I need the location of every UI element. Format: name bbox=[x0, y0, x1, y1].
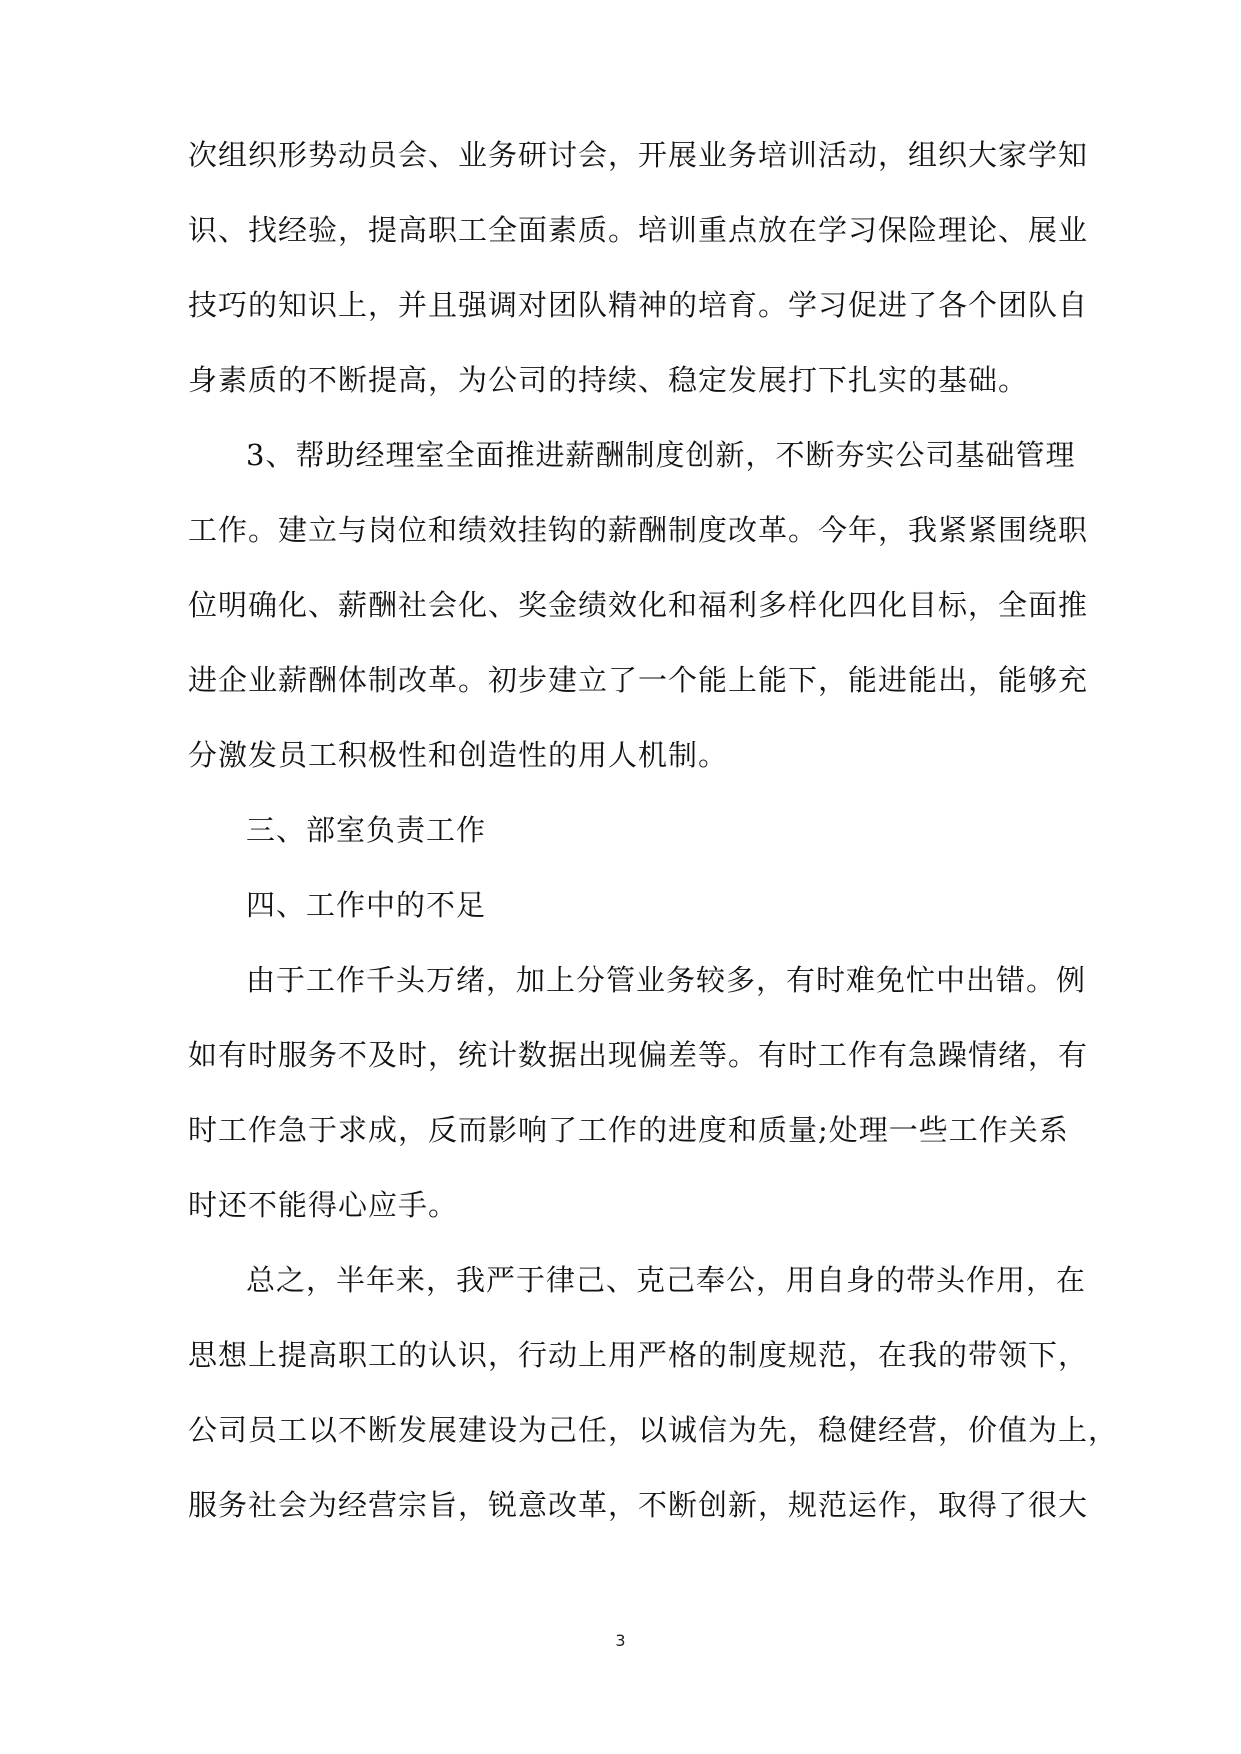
paragraph-line: 位明确化、薪酬社会化、奖金绩效化和福利多样化四化目标，全面推 bbox=[188, 588, 1089, 622]
paragraph-line: 工作。建立与岗位和绩效挂钩的薪酬制度改革。今年，我紧紧围绕职 bbox=[188, 513, 1089, 547]
paragraph-line: 总之，半年来，我严于律己、克己奉公，用自身的带头作用，在 bbox=[246, 1263, 1087, 1297]
paragraph-line: 进企业薪酬体制改革。初步建立了一个能上能下，能进能出，能够充 bbox=[188, 663, 1089, 697]
paragraph-line: 思想上提高职工的认识，行动上用严格的制度规范，在我的带领下， bbox=[188, 1338, 1089, 1372]
paragraph-line: 时还不能得心应手。 bbox=[188, 1188, 459, 1222]
paragraph-line: 技巧的知识上，并且强调对团队精神的培育。学习促进了各个团队自 bbox=[188, 288, 1089, 322]
section-heading: 四、工作中的不足 bbox=[246, 888, 487, 922]
paragraph-line: 次组织形势动员会、业务研讨会，开展业务培训活动，组织大家学知 bbox=[188, 138, 1089, 172]
paragraph-line: 识、找经验，提高职工全面素质。培训重点放在学习保险理论、展业 bbox=[188, 213, 1089, 247]
paragraph-line: 公司员工以不断发展建设为己任，以诚信为先，稳健经营，价值为上， bbox=[188, 1413, 1119, 1447]
paragraph-line: 3、帮助经理室全面推进薪酬制度创新，不断夯实公司基础管理 bbox=[246, 438, 1076, 472]
page-number: 3 bbox=[615, 1631, 626, 1650]
paragraph-line: 由于工作千头万绪，加上分管业务较多，有时难免忙中出错。例 bbox=[246, 963, 1087, 997]
paragraph-line: 分激发员工积极性和创造性的用人机制。 bbox=[188, 738, 729, 772]
paragraph-line: 时工作急于求成，反而影响了工作的进度和质量;处理一些工作关系 bbox=[188, 1113, 1069, 1147]
paragraph-line: 服务社会为经营宗旨，锐意改革，不断创新，规范运作，取得了很大 bbox=[188, 1488, 1089, 1522]
section-heading: 三、部室负责工作 bbox=[246, 813, 487, 847]
paragraph-line: 如有时服务不及时，统计数据出现偏差等。有时工作有急躁情绪，有 bbox=[188, 1038, 1089, 1072]
paragraph-line: 身素质的不断提高，为公司的持续、稳定发展打下扎实的基础。 bbox=[188, 363, 1029, 397]
